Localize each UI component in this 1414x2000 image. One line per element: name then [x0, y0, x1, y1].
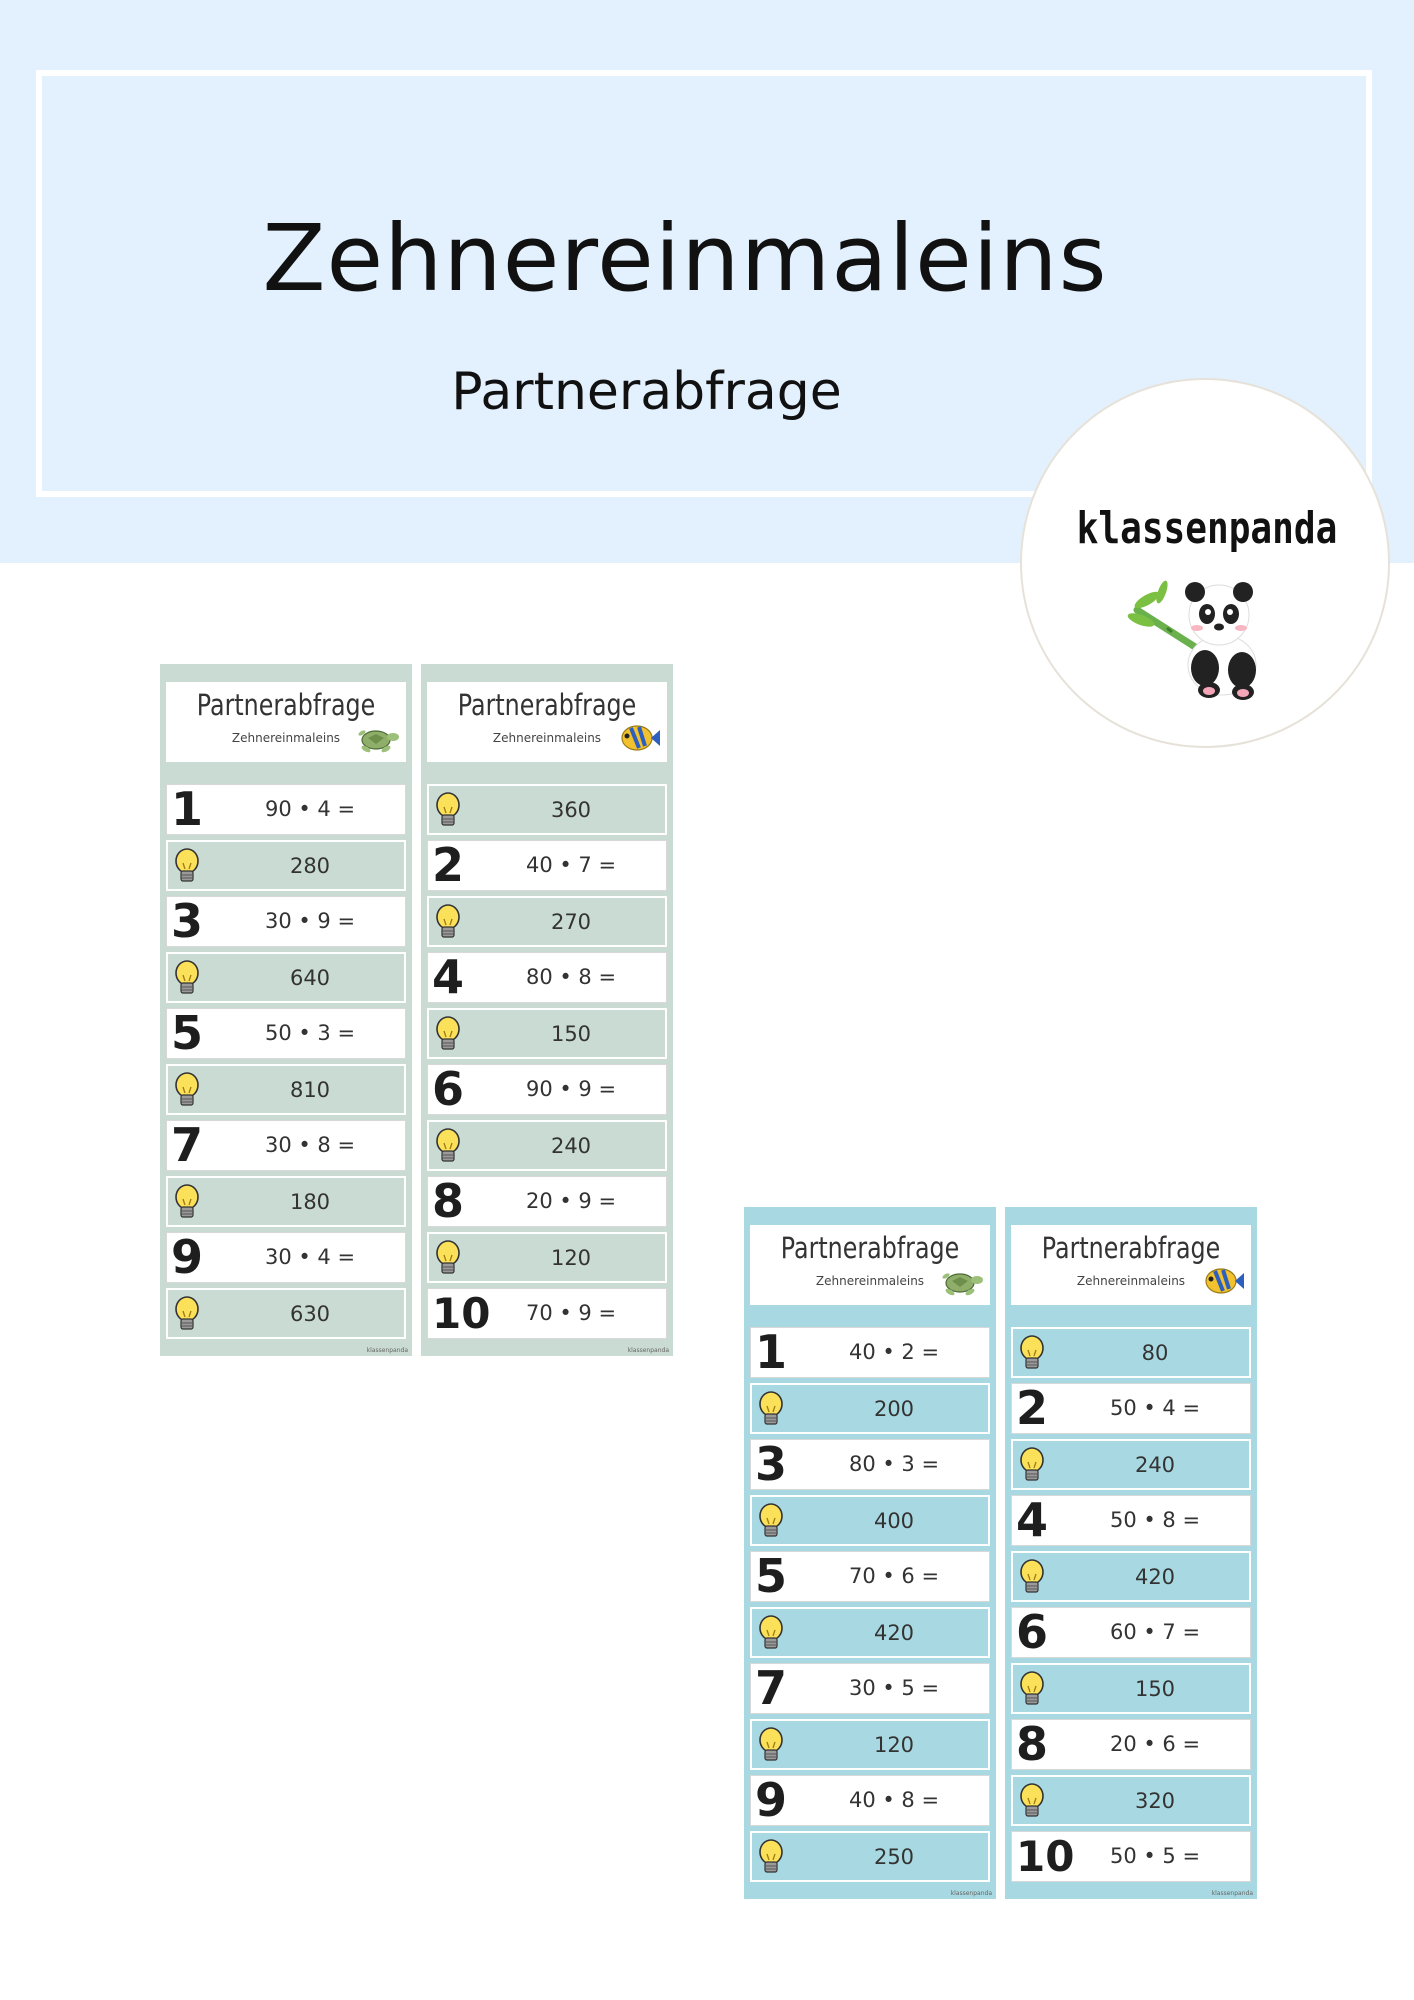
- quiz-card: [160, 664, 412, 1356]
- question-number: 5: [755, 1549, 788, 1603]
- question-row: [1011, 1383, 1251, 1434]
- question-number: 6: [432, 1062, 465, 1116]
- question-row: [427, 1288, 667, 1339]
- question-number: 2: [432, 838, 465, 892]
- page-subtitle: Partnerabfrage: [451, 362, 842, 422]
- answer-row: [166, 1288, 406, 1339]
- answer-row: [1011, 1327, 1251, 1378]
- answer-row: [1011, 1551, 1251, 1602]
- answer-row: [750, 1495, 990, 1546]
- answer-text: 150: [1134, 1677, 1176, 1701]
- lightbulb-icon: [433, 903, 463, 943]
- answer-text: 640: [289, 966, 331, 990]
- question-number: 1: [755, 1325, 788, 1379]
- card-title: Partnerabfrage: [457, 688, 637, 722]
- lightbulb-icon: [756, 1838, 786, 1878]
- answer-text: 810: [289, 1078, 331, 1102]
- answer-text: 180: [289, 1190, 331, 1214]
- answer-row: [1011, 1439, 1251, 1490]
- question-text: 70 • 6 =: [848, 1564, 940, 1588]
- fish-icon: [617, 720, 661, 756]
- question-number: 7: [755, 1661, 788, 1715]
- question-row: [750, 1327, 990, 1378]
- question-number: 6: [1016, 1605, 1049, 1659]
- answer-row: [427, 896, 667, 947]
- question-text: 30 • 5 =: [848, 1676, 940, 1700]
- quiz-card: [744, 1207, 996, 1899]
- answer-row: [1011, 1775, 1251, 1826]
- question-row: [166, 784, 406, 835]
- question-row: [1011, 1495, 1251, 1546]
- question-row: [1011, 1831, 1251, 1882]
- question-text: 70 • 9 =: [525, 1301, 617, 1325]
- turtle-icon: [356, 720, 400, 756]
- question-row: [427, 1064, 667, 1115]
- card-subtitle: Zehnereinmaleins: [492, 731, 602, 745]
- lightbulb-icon: [1017, 1558, 1047, 1598]
- question-number: 9: [171, 1230, 204, 1284]
- lightbulb-icon: [172, 1295, 202, 1335]
- question-text: 50 • 4 =: [1109, 1396, 1201, 1420]
- card-title: Partnerabfrage: [780, 1231, 960, 1265]
- answer-text: 200: [873, 1397, 915, 1421]
- answer-text: 420: [873, 1621, 915, 1645]
- lightbulb-icon: [433, 1127, 463, 1167]
- lightbulb-icon: [172, 1183, 202, 1223]
- question-text: 60 • 7 =: [1109, 1620, 1201, 1644]
- lightbulb-icon: [172, 959, 202, 999]
- answer-row: [427, 1232, 667, 1283]
- panda-icon: [1127, 570, 1287, 700]
- answer-text: 400: [873, 1509, 915, 1533]
- question-number: 3: [755, 1437, 788, 1491]
- question-row: [427, 952, 667, 1003]
- card-subtitle: Zehnereinmaleins: [1076, 1274, 1186, 1288]
- answer-row: [750, 1719, 990, 1770]
- question-text: 50 • 5 =: [1109, 1844, 1201, 1868]
- question-row: [427, 1176, 667, 1227]
- question-text: 20 • 9 =: [525, 1189, 617, 1213]
- lightbulb-icon: [1017, 1782, 1047, 1822]
- lightbulb-icon: [756, 1614, 786, 1654]
- answer-row: [427, 1120, 667, 1171]
- lightbulb-icon: [1017, 1670, 1047, 1710]
- lightbulb-icon: [433, 791, 463, 831]
- question-number: 8: [432, 1174, 465, 1228]
- lightbulb-icon: [756, 1726, 786, 1766]
- lightbulb-icon: [172, 847, 202, 887]
- answer-row: [427, 1008, 667, 1059]
- card-subtitle: Zehnereinmaleins: [815, 1274, 925, 1288]
- question-number: 10: [1016, 1832, 1075, 1881]
- lightbulb-icon: [172, 1071, 202, 1111]
- question-text: 30 • 4 =: [264, 1245, 356, 1269]
- logo-text: klassenpanda: [1076, 503, 1338, 554]
- answer-text: 360: [550, 798, 592, 822]
- question-number: 2: [1016, 1381, 1049, 1435]
- question-row: [427, 840, 667, 891]
- answer-text: 120: [550, 1246, 592, 1270]
- lightbulb-icon: [433, 1015, 463, 1055]
- answer-row: [166, 1064, 406, 1115]
- card-header: [166, 682, 406, 762]
- question-text: 30 • 9 =: [264, 909, 356, 933]
- lightbulb-icon: [756, 1390, 786, 1430]
- question-text: 90 • 4 =: [264, 797, 356, 821]
- answer-text: 240: [1134, 1453, 1176, 1477]
- answer-text: 270: [550, 910, 592, 934]
- logo-badge: [1020, 378, 1390, 748]
- answer-row: [750, 1831, 990, 1882]
- question-text: 50 • 8 =: [1109, 1508, 1201, 1532]
- question-number: 9: [755, 1773, 788, 1827]
- quiz-card: [1005, 1207, 1257, 1899]
- question-text: 80 • 8 =: [525, 965, 617, 989]
- answer-text: 250: [873, 1845, 915, 1869]
- answer-text: 630: [289, 1302, 331, 1326]
- question-row: [750, 1439, 990, 1490]
- question-number: 4: [432, 950, 465, 1004]
- card-header: [750, 1225, 990, 1305]
- question-text: 40 • 2 =: [848, 1340, 940, 1364]
- question-row: [166, 896, 406, 947]
- question-text: 40 • 8 =: [848, 1788, 940, 1812]
- card-title: Partnerabfrage: [196, 688, 376, 722]
- card-subtitle: Zehnereinmaleins: [231, 731, 341, 745]
- answer-row: [750, 1607, 990, 1658]
- answer-row: [427, 784, 667, 835]
- question-number: 3: [171, 894, 204, 948]
- question-number: 5: [171, 1006, 204, 1060]
- question-text: 90 • 9 =: [525, 1077, 617, 1101]
- question-row: [166, 1120, 406, 1171]
- question-text: 80 • 3 =: [848, 1452, 940, 1476]
- answer-text: 150: [550, 1022, 592, 1046]
- turtle-icon: [940, 1263, 984, 1299]
- card-footer: klassenpanda: [1211, 1890, 1253, 1897]
- card-footer: klassenpanda: [627, 1347, 669, 1354]
- question-row: [1011, 1719, 1251, 1770]
- lightbulb-icon: [1017, 1334, 1047, 1374]
- lightbulb-icon: [1017, 1446, 1047, 1486]
- card-header: [427, 682, 667, 762]
- answer-text: 320: [1134, 1789, 1176, 1813]
- answer-row: [166, 1176, 406, 1227]
- lightbulb-icon: [433, 1239, 463, 1279]
- question-text: 30 • 8 =: [264, 1133, 356, 1157]
- quiz-card: [421, 664, 673, 1356]
- answer-text: 420: [1134, 1565, 1176, 1589]
- answer-row: [1011, 1663, 1251, 1714]
- question-number: 1: [171, 782, 204, 836]
- card-title: Partnerabfrage: [1041, 1231, 1221, 1265]
- answer-text: 240: [550, 1134, 592, 1158]
- question-text: 50 • 3 =: [264, 1021, 356, 1045]
- answer-text: 280: [289, 854, 331, 878]
- question-number: 8: [1016, 1717, 1049, 1771]
- fish-icon: [1201, 1263, 1245, 1299]
- answer-text: 80: [1141, 1341, 1169, 1365]
- answer-row: [166, 952, 406, 1003]
- question-text: 20 • 6 =: [1109, 1732, 1201, 1756]
- question-number: 7: [171, 1118, 204, 1172]
- card-header: [1011, 1225, 1251, 1305]
- question-row: [750, 1663, 990, 1714]
- question-row: [750, 1775, 990, 1826]
- page-title: Zehnereinmaleins: [262, 205, 1108, 312]
- question-text: 40 • 7 =: [525, 853, 617, 877]
- lightbulb-icon: [756, 1502, 786, 1542]
- card-footer: klassenpanda: [366, 1347, 408, 1354]
- question-row: [166, 1008, 406, 1059]
- question-row: [750, 1551, 990, 1602]
- question-number: 10: [432, 1289, 491, 1338]
- question-number: 4: [1016, 1493, 1049, 1547]
- question-row: [1011, 1607, 1251, 1658]
- answer-row: [750, 1383, 990, 1434]
- question-row: [166, 1232, 406, 1283]
- answer-text: 120: [873, 1733, 915, 1757]
- answer-row: [166, 840, 406, 891]
- card-footer: klassenpanda: [950, 1890, 992, 1897]
